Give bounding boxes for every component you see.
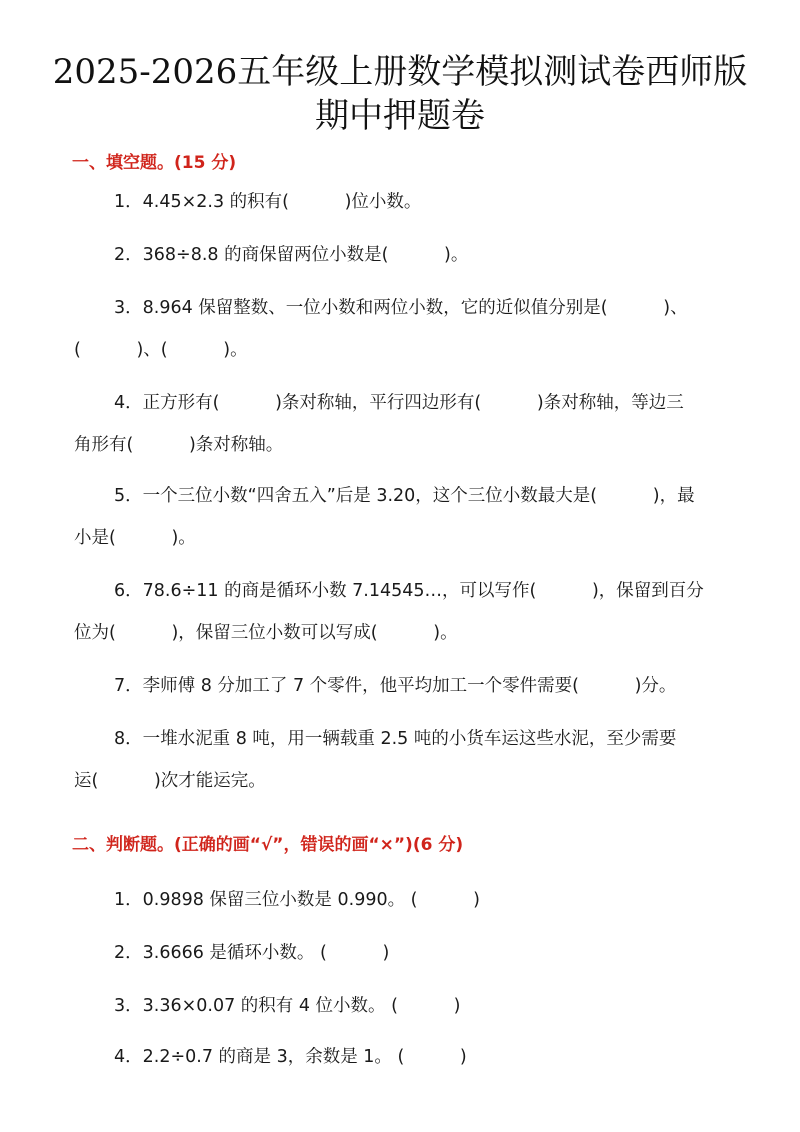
question-1-4-line2: 角形有( )条对称轴。 [74, 435, 284, 455]
question-1-8-line1: 8．一堆水泥重 8 吨，用一辆载重 2.5 吨的小货车运这些水泥，至少需要 [114, 729, 677, 749]
section-heading-fill-blank: 一、填空题。(15 分) [72, 153, 237, 173]
page-title: 2025-2026五年级上册数学模拟测试卷西师版 [52, 52, 748, 92]
question-1-1: 1．4.45×2.3 的积有( )位小数。 [114, 192, 422, 212]
question-1-6-line2: 位为( )，保留三位小数可以写成( )。 [74, 623, 458, 643]
question-1-5-line2: 小是( )。 [74, 528, 196, 548]
question-1-7: 7．李师傅 8 分加工了 7 个零件，他平均加工一个零件需要( )分。 [114, 676, 677, 696]
question-1-6-line1: 6．78.6÷11 的商是循环小数 7.14545…，可以写作( )，保留到百分 [114, 581, 704, 601]
question-1-2: 2．368÷8.8 的商保留两位小数是( )。 [114, 245, 469, 265]
question-2-2: 2．3.6666 是循环小数。 ( ) [114, 943, 390, 963]
page-subtitle: 期中押题卷 [315, 96, 485, 136]
question-1-3-line1: 3．8.964 保留整数、一位小数和两位小数，它的近似值分别是( )、 [114, 298, 688, 318]
question-1-5-line1: 5．一个三位小数“四舍五入”后是 3.20，这个三位小数最大是( )，最 [114, 486, 695, 506]
section-heading-true-false: 二、判断题。(正确的画“√”，错误的画“×”)(6 分) [72, 835, 464, 855]
question-1-3-line2: ( )、( )。 [74, 340, 248, 360]
question-1-8-line2: 运( )次才能运完。 [74, 771, 266, 791]
question-2-3: 3．3.36×0.07 的积有 4 位小数。 ( ) [114, 996, 461, 1016]
question-1-4-line1: 4．正方形有( )条对称轴，平行四边形有( )条对称轴，等边三 [114, 393, 684, 413]
question-2-1: 1．0.9898 保留三位小数是 0.990。 ( ) [114, 890, 480, 910]
question-2-4: 4．2.2÷0.7 的商是 3，余数是 1。 ( ) [114, 1047, 467, 1067]
